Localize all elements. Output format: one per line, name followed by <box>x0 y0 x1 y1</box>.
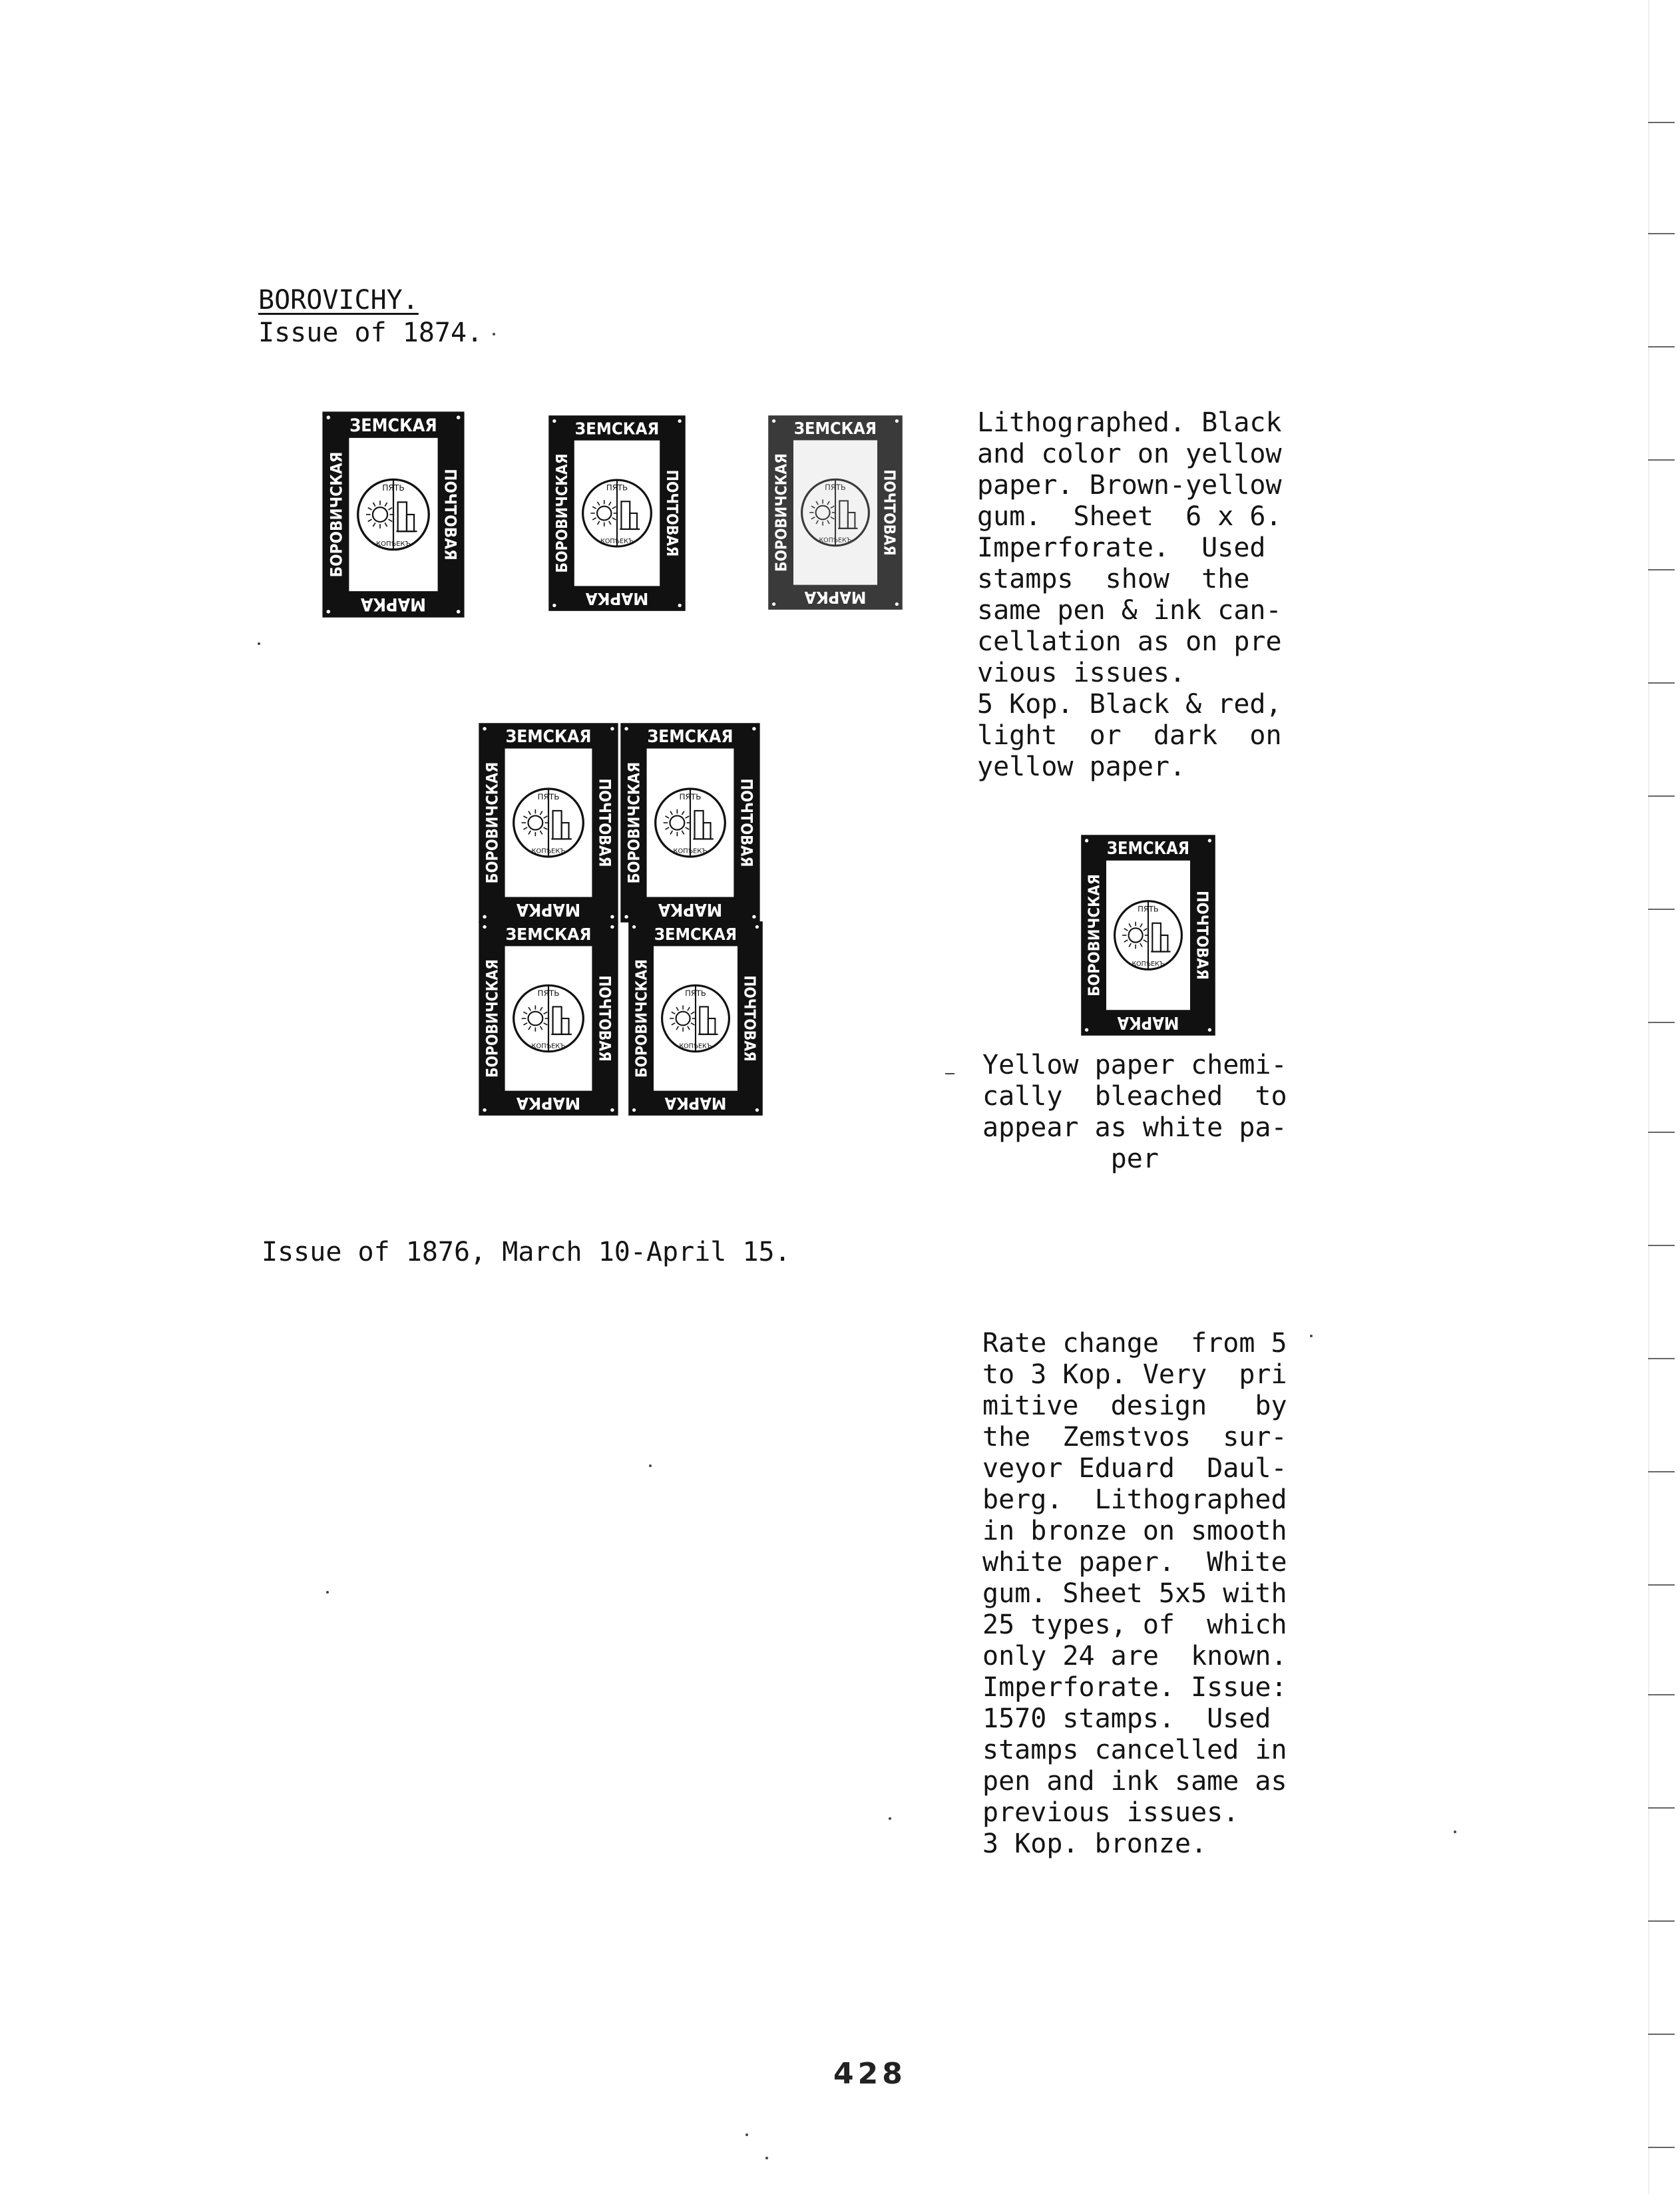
desc-line: 5 Kop. Black & red, <box>977 689 1282 720</box>
svg-text:КОПѢЕКЪ: КОПѢЕКЪ <box>1132 960 1165 968</box>
svg-text:ПОЧТОВАЯ: ПОЧТОВАЯ <box>662 469 682 557</box>
svg-text:МАРКА: МАРКА <box>804 588 867 607</box>
stamp-image <box>319 409 467 620</box>
stamp-image <box>626 919 765 1118</box>
binder-tick <box>1648 1471 1675 1472</box>
scan-speck <box>1310 1335 1313 1337</box>
desc-line: stamps show the <box>977 564 1250 594</box>
binder-tick <box>1648 1358 1675 1359</box>
svg-text:МАРКА: МАРКА <box>664 1094 727 1113</box>
issue-1876-description <box>982 1328 1337 1860</box>
desc-line: previous issues. <box>982 1797 1239 1828</box>
desc-line: the Zemstvos sur- <box>982 1422 1287 1452</box>
issue-1874-heading: Issue of 1874. <box>258 318 483 348</box>
stamp-block-3 <box>476 919 621 1118</box>
desc-line: Imperforate. Used <box>977 533 1266 563</box>
desc-line: gum. Sheet 5x5 with <box>982 1578 1287 1609</box>
binder-tick <box>1648 122 1675 123</box>
svg-text:БОРОВИЧСКАЯ: БОРОВИЧСКАЯ <box>483 762 502 884</box>
bleached-caption <box>982 1050 1337 1175</box>
svg-text:ПОЧТОВАЯ: ПОЧТОВАЯ <box>740 975 758 1062</box>
issue-1874-description <box>977 407 1331 783</box>
stamp-single-1 <box>319 409 467 620</box>
desc-line: stamps cancelled in <box>982 1735 1287 1765</box>
stamp-bleached <box>1078 832 1218 1038</box>
svg-text:ПЯТЬ: ПЯТЬ <box>537 988 560 998</box>
binder-tick <box>1648 1132 1675 1133</box>
svg-text:ПОЧТОВАЯ: ПОЧТОВАЯ <box>441 469 461 560</box>
caption-line: per <box>982 1144 1159 1174</box>
svg-text:БОРОВИЧСКАЯ: БОРОВИЧСКАЯ <box>633 959 651 1078</box>
svg-text:ЗЕМСКАЯ: ЗЕМСКАЯ <box>654 925 737 945</box>
svg-text:ПОЧТОВАЯ: ПОЧТОВАЯ <box>1193 891 1211 980</box>
svg-text:ЗЕМСКАЯ: ЗЕМСКАЯ <box>1106 837 1190 859</box>
desc-line: 3 Kop. bronze. <box>982 1829 1207 1859</box>
binder-tick <box>1648 909 1675 910</box>
svg-text:БОРОВИЧСКАЯ: БОРОВИЧСКАЯ <box>483 959 502 1078</box>
svg-text:КОПѢЕКЪ: КОПѢЕКЪ <box>679 1042 712 1050</box>
binder-tick <box>1648 569 1675 570</box>
binder-tick <box>1648 459 1675 461</box>
stamp-image <box>476 720 621 925</box>
scan-speck <box>889 1817 891 1820</box>
place-heading: BOROVICHY. <box>258 285 419 316</box>
desc-line: paper. Brown-yellow <box>977 470 1282 501</box>
caption-line: Yellow paper chemi- <box>982 1050 1287 1080</box>
svg-text:КОПѢЕКЪ: КОПѢЕКЪ <box>819 537 852 545</box>
svg-text:КОПѢЕКЪ: КОПѢЕКЪ <box>673 847 708 855</box>
svg-text:БОРОВИЧСКАЯ: БОРОВИЧСКАЯ <box>773 453 791 572</box>
scan-speck <box>258 642 260 645</box>
stamp-image <box>765 413 905 612</box>
scan-speck <box>326 1591 329 1594</box>
desc-line: veyor Eduard Daul- <box>982 1453 1287 1484</box>
svg-text:ЗЕМСКАЯ: ЗЕМСКАЯ <box>793 419 877 439</box>
page-number: 428 <box>833 2057 907 2091</box>
desc-line: pen and ink same as <box>982 1766 1287 1797</box>
stamp-block-2 <box>618 720 763 925</box>
svg-text:КОПѢЕКЪ: КОПѢЕКЪ <box>531 847 566 855</box>
binder-tick <box>1648 2034 1675 2035</box>
svg-text:ПЯТЬ: ПЯТЬ <box>679 792 702 801</box>
svg-text:МАРКА: МАРКА <box>585 588 649 609</box>
scan-speck <box>745 2133 748 2136</box>
svg-text:МАРКА: МАРКА <box>360 594 427 614</box>
svg-text:ЗЕМСКАЯ: ЗЕМСКАЯ <box>574 418 660 439</box>
svg-text:ЗЕМСКАЯ: ЗЕМСКАЯ <box>505 727 592 747</box>
binder-tick <box>1648 1920 1675 1922</box>
desc-line: cellation as on pre <box>977 626 1282 657</box>
stamp-image <box>546 413 688 614</box>
svg-text:МАРКА: МАРКА <box>658 899 723 919</box>
stamp-image <box>618 720 763 925</box>
stamp-block-1 <box>476 720 621 925</box>
binder-tick <box>1648 2147 1675 2148</box>
desc-line: only 24 are known. <box>982 1641 1287 1671</box>
scan-speck <box>1454 1831 1456 1833</box>
desc-line: vious issues. <box>977 658 1186 688</box>
dash-mark <box>945 1073 954 1074</box>
binder-tick <box>1648 682 1675 684</box>
desc-line: to 3 Kop. Very pri <box>982 1359 1287 1390</box>
issue-1876-heading: Issue of 1876, March 10-April 15. <box>262 1237 791 1267</box>
svg-text:БОРОВИЧСКАЯ: БОРОВИЧСКАЯ <box>326 451 346 578</box>
svg-text:ЗЕМСКАЯ: ЗЕМСКАЯ <box>349 415 437 436</box>
stamp-image <box>476 919 621 1118</box>
stamp-image <box>1078 832 1218 1038</box>
scan-speck <box>765 2157 768 2159</box>
desc-line: yellow paper. <box>977 752 1186 782</box>
desc-line: gum. Sheet 6 x 6. <box>977 501 1282 532</box>
desc-line: 1570 stamps. Used <box>982 1703 1271 1734</box>
stamp-block-4 <box>626 919 765 1118</box>
svg-text:ПОЧТОВАЯ: ПОЧТОВАЯ <box>595 778 614 867</box>
desc-line: and color on yellow <box>977 439 1282 469</box>
svg-text:ПЯТЬ: ПЯТЬ <box>685 988 706 998</box>
svg-text:ПЯТЬ: ПЯТЬ <box>1138 904 1159 914</box>
svg-text:ПОЧТОВАЯ: ПОЧТОВАЯ <box>880 469 898 556</box>
stamp-single-2 <box>546 413 688 614</box>
svg-text:БОРОВИЧСКАЯ: БОРОВИЧСКАЯ <box>552 453 572 573</box>
binder-tick <box>1648 1584 1675 1586</box>
svg-text:КОПѢЕКЪ: КОПѢЕКЪ <box>531 1042 566 1050</box>
desc-line: mitive design by <box>982 1391 1287 1421</box>
binder-tick <box>1648 233 1675 234</box>
binder-tick <box>1648 795 1675 797</box>
desc-line: in bronze on smooth <box>982 1516 1287 1546</box>
scan-speck <box>649 1464 652 1467</box>
svg-text:ПОЧТОВАЯ: ПОЧТОВАЯ <box>595 975 614 1062</box>
svg-text:БОРОВИЧСКАЯ: БОРОВИЧСКАЯ <box>1085 874 1104 996</box>
desc-line: berg. Lithographed <box>982 1484 1287 1515</box>
binder-tick <box>1648 1694 1675 1695</box>
binder-tick <box>1648 1807 1675 1809</box>
caption-line: appear as white pa- <box>982 1112 1287 1143</box>
svg-text:ПЯТЬ: ПЯТЬ <box>537 792 560 801</box>
svg-text:ЗЕМСКАЯ: ЗЕМСКАЯ <box>505 925 592 945</box>
svg-text:МАРКА: МАРКА <box>516 899 581 919</box>
stamp-single-3 <box>765 413 905 612</box>
svg-text:ПОЧТОВАЯ: ПОЧТОВАЯ <box>737 778 756 867</box>
desc-line: Imperforate. Issue: <box>982 1672 1287 1703</box>
svg-text:ПЯТЬ: ПЯТЬ <box>825 482 846 492</box>
svg-text:КОПѢЕКЪ: КОПѢЕКЪ <box>376 541 411 548</box>
svg-text:МАРКА: МАРКА <box>516 1093 581 1113</box>
desc-line: Lithographed. Black <box>977 407 1282 438</box>
desc-line: light or dark on <box>977 720 1282 751</box>
svg-text:КОПѢЕКЪ: КОПѢЕКЪ <box>600 537 634 545</box>
desc-line: 25 types, of which <box>982 1610 1287 1640</box>
svg-text:БОРОВИЧСКАЯ: БОРОВИЧСКАЯ <box>624 762 644 884</box>
binder-tick <box>1648 1245 1675 1246</box>
caption-line: cally bleached to <box>982 1081 1287 1112</box>
binder-tick <box>1648 346 1675 347</box>
svg-text:ПЯТЬ: ПЯТЬ <box>606 483 628 493</box>
desc-line: white paper. White <box>982 1547 1287 1578</box>
svg-text:ПЯТЬ: ПЯТЬ <box>382 483 405 493</box>
svg-text:МАРКА: МАРКА <box>1117 1012 1179 1034</box>
binder-tick <box>1648 1022 1675 1023</box>
svg-text:ЗЕМСКАЯ: ЗЕМСКАЯ <box>647 727 734 747</box>
desc-line: same pen & ink can- <box>977 595 1282 626</box>
scan-speck <box>493 333 495 335</box>
desc-line: Rate change from 5 <box>982 1328 1287 1359</box>
binder-edge <box>1648 0 1649 2194</box>
